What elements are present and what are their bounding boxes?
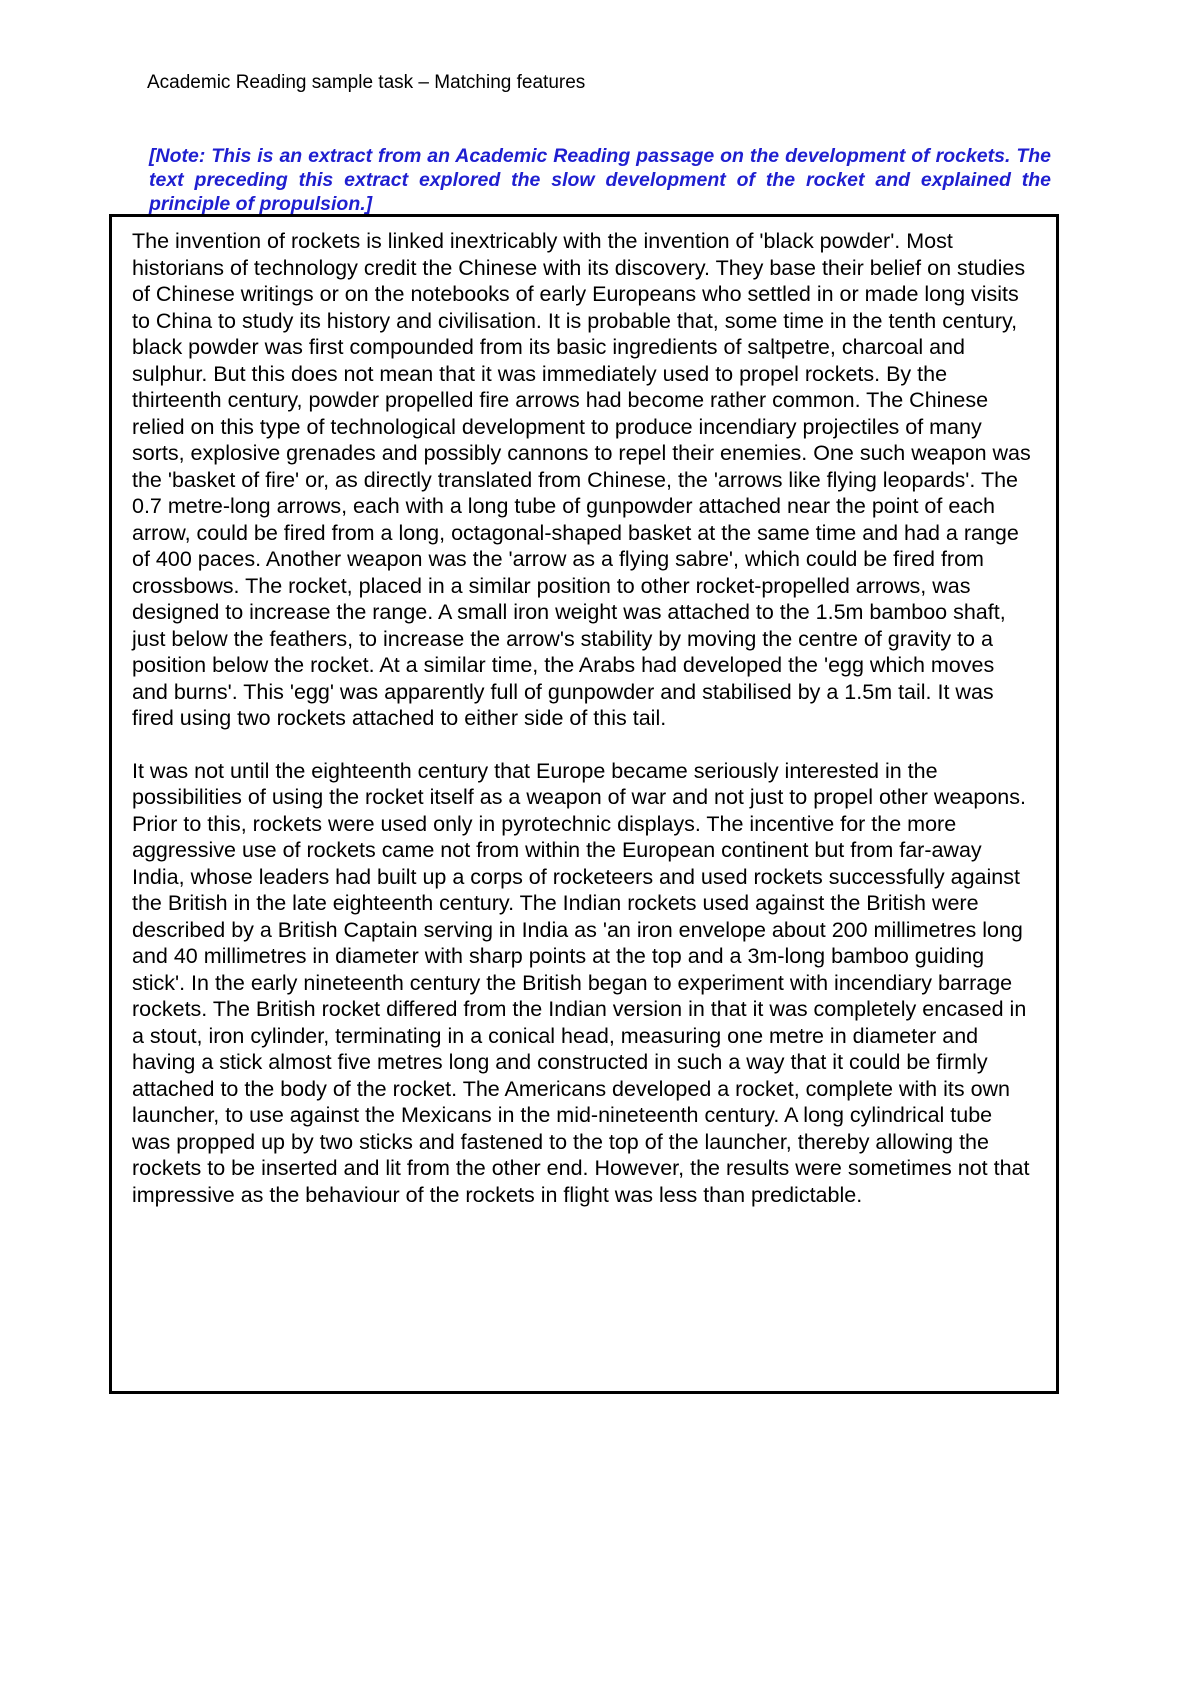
reading-passage-box — [109, 214, 1059, 1394]
editor-note: [Note: This is an extract from an Academic Reading passage on the development of rockets. The text preceding this extract explored the slow development of the rocket and explained the principle of propulsion.] — [149, 145, 1051, 215]
page-header: Academic Reading sample task – Matching features — [147, 72, 586, 93]
passage-paragraph-2: It was not until the eighteenth century that Europe became seriously interested in the possibilities of using the rocket itself as a weapon of war and not just to propel other weapons. Prior to this, rockets were used only in pyrotechnic displays. The incentive for the more aggressive use of rockets came not from within the European continent but from far-away India, whose leaders had built up a corps of rocketeers and used rockets successfully against the British in the late eighteenth century. The Indian rockets used against the British were described by a British Captain serving in India as 'an iron envelope about 200 millimetres long and 40 millimetres in diameter with sharp points at the top and a 3m-long bamboo guiding stick'. In the early nineteenth century the British began to experiment with incendiary barrage rockets. The British rocket differed from the Indian version in that it was completely encased in a stout, iron cylinder, terminating in a conical head, measuring one metre in diameter and having a stick almost five metres long and constructed in such a way that it could be firmly attached to the body of the rocket. The Americans developed a rocket, complete with its own launcher, to use against the Mexicans in the mid-nineteenth century. A long cylindrical tube was propped up by two sticks and fastened to the top of the launcher, thereby allowing the rockets to be inserted and lit from the other end. However, the results were sometimes not that impressive as the behaviour of the rockets in flight was less than predictable. — [132, 758, 1030, 1207]
passage-paragraph-1: The invention of rockets is linked inextricably with the invention of 'black powder'. Most historians of technology credit the Chinese with its discovery. They base their belief on studies of Chinese writings or on the notebooks of early Europeans who settled in or made long visits to China to study its history and civilisation. It is probable that, some time in the tenth century, black powder was first compounded from its basic ingredients of saltpetre, charcoal and sulphur. But this does not mean that it was immediately used to propel rockets. By the thirteenth century, powder propelled fire arrows had become rather common. The Chinese relied on this type of technological development to produce incendiary projectiles of many sorts, explosive grenades and possibly cannons to repel their enemies. One such weapon was the 'basket of fire' or, as directly translated from Chinese, the 'arrows like flying leopards'. The 0.7 metre-long arrows, each with a long tube of gunpowder attached near the point of each arrow, could be fired from a long, octagonal-shaped basket at the same time and had a range of 400 paces. Another weapon was the 'arrow as a flying sabre', which could be fired from crossbows. The rocket, placed in a similar position to other rocket-propelled arrows, was designed to increase the range. A small iron weight was attached to the 1.5m bamboo shaft, just below the feathers, to increase the arrow's stability by moving the centre of gravity to a position below the rocket. At a similar time, the Arabs had developed the 'egg which moves and burns'. This 'egg' was apparently full of gunpowder and stabilised by a 1.5m tail. It was fired using two rockets attached to either side of this tail. — [132, 229, 1031, 730]
